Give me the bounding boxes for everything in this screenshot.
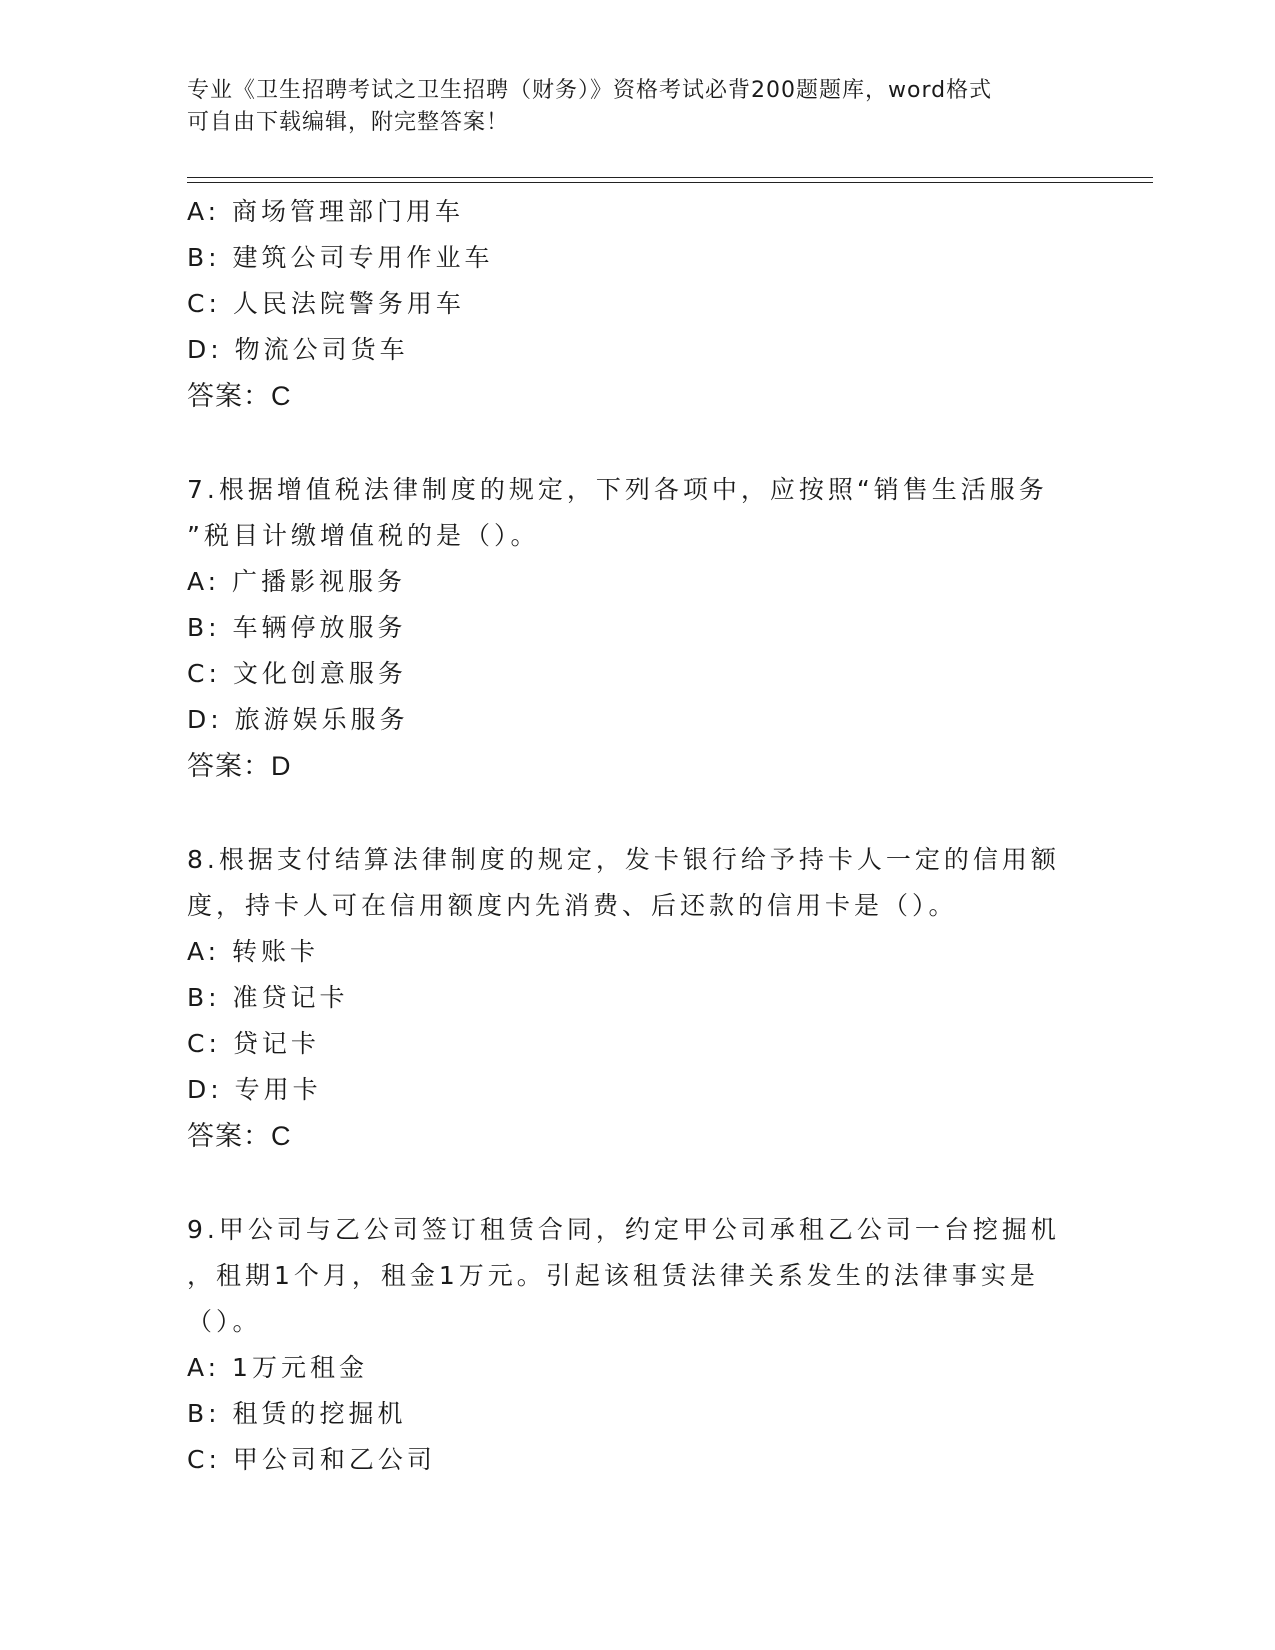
option-c: C: 人民法院警务用车 xyxy=(187,289,465,318)
answer: 答案：D xyxy=(187,751,292,781)
option-d: D: 物流公司货车 xyxy=(187,335,409,364)
document-header xyxy=(187,75,1067,139)
question-text-line: 8.根据支付结算法律制度的规定，发卡银行给予持卡人一定的信用额 xyxy=(187,845,1060,874)
option-c: C: 贷记卡 xyxy=(187,1029,320,1058)
question-8 xyxy=(187,837,1067,1159)
option-a: A: 1万元租金 xyxy=(187,1353,368,1382)
question-7 xyxy=(187,467,1067,789)
question-text-line: 7.根据增值税法律制度的规定，下列各项中，应按照“销售生活服务 xyxy=(187,475,1048,504)
option-b: B: 车辆停放服务 xyxy=(187,613,407,642)
answer: 答案：C xyxy=(187,1121,292,1151)
option-a: A: 转账卡 xyxy=(187,937,320,966)
option-a: A: 广播影视服务 xyxy=(187,567,407,596)
answer: 答案：C xyxy=(187,381,292,411)
header-divider-bottom xyxy=(187,182,1153,183)
question-text-line: 9.甲公司与乙公司签订租赁合同，约定甲公司承租乙公司一台挖掘机 xyxy=(187,1215,1060,1244)
header-line-2: 可自由下载编辑，附完整答案！ xyxy=(187,110,510,135)
question-list xyxy=(187,189,1067,1483)
option-d: D: 专用卡 xyxy=(187,1075,322,1104)
spacer xyxy=(187,419,1067,467)
question-9 xyxy=(187,1207,1067,1483)
option-b: B: 建筑公司专用作业车 xyxy=(187,243,494,272)
option-d: D: 旅游娱乐服务 xyxy=(187,705,409,734)
question-text-line: ，租期1个月，租金1万元。引起该租赁法律关系发生的法律事实是 xyxy=(187,1261,1039,1290)
question-text-line: （）。 xyxy=(187,1307,262,1336)
header-divider-top xyxy=(187,177,1153,178)
spacer xyxy=(187,789,1067,837)
question-text-line: 度，持卡人可在信用额度内先消费、后还款的信用卡是（）。 xyxy=(187,891,958,920)
option-b: B: 租赁的挖掘机 xyxy=(187,1399,407,1428)
spacer xyxy=(187,1159,1067,1207)
option-b: B: 准贷记卡 xyxy=(187,983,349,1012)
option-a: A: 商场管理部门用车 xyxy=(187,197,465,226)
question-text-line: ”税目计缴增值税的是（）。 xyxy=(187,521,540,550)
option-c: C: 甲公司和乙公司 xyxy=(187,1445,436,1474)
question-6-tail xyxy=(187,189,1067,419)
header-line-1: 专业《卫生招聘考试之卫生招聘（财务）》资格考试必背200题题库，word格式 xyxy=(187,78,993,103)
option-c: C: 文化创意服务 xyxy=(187,659,407,688)
